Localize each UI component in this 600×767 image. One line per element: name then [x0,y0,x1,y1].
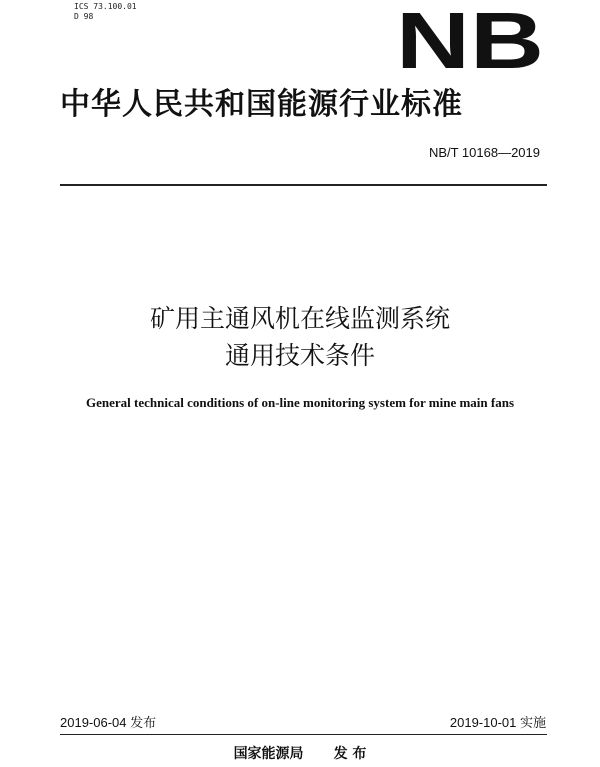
nb-logo-text: NB [396,2,544,74]
issuer [0,745,600,763]
header-divider [60,184,547,186]
ics-code: ICS 73.100.01 [74,2,137,11]
footer-divider [60,734,547,735]
issuer-action: 发 布 [333,746,367,762]
ccs-code: D 98 [74,12,94,21]
title-en: General technical conditions of on-line monitoring system for mine main fans [85,395,515,410]
issue-date: 2019-06-04 发布 [60,715,157,730]
issuer-name: 国家能源局 [233,746,304,762]
standard-number: NB/T 10168—2019 [428,145,540,160]
title-cn-line2: 通用技术条件 [224,341,375,370]
title-cn-line1: 矿用主通风机在线监测系统 [149,304,450,333]
standard-name: 中华人民共和国能源行业标准 [60,87,463,122]
nb-logo [396,2,546,74]
implementation-date: 2019-10-01 实施 [449,715,546,730]
